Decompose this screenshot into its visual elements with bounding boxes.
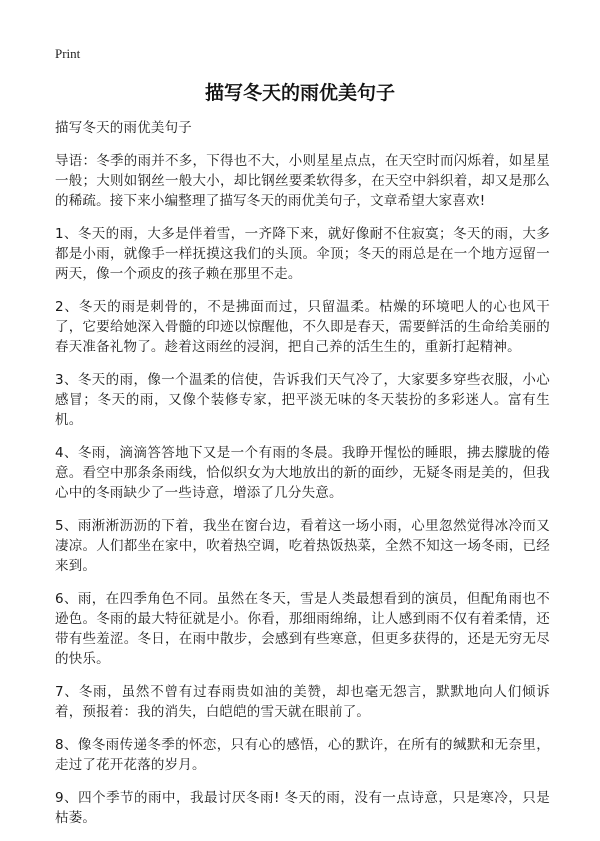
paragraph-8: 8、像冬雨传递冬季的怀恋，只有心的感悟，心的默许，在所有的缄默和无奈里，走过了花开花落的岁月。 (55, 737, 550, 773)
intro-paragraph: 导语：冬季的雨并不多，下得也不大，小则星星点点，在天空时而闪烁着，如星星一般；大则如钢丝一般大小，却比钢丝要柔软得多，在天空中斜织着，却又是那么的稀疏。接下来小编整理了描写冬天的雨优美句子，文章希望大家喜欢! (55, 153, 550, 209)
paragraph-9: 9、四个季节的雨中，我最讨厌冬雨! 冬天的雨，没有一点诗意，只是寒冷，只是枯萎。 (55, 790, 550, 826)
paragraph-4: 4、冬雨，滴滴答答地下又是一个有雨的冬晨。我睁开惺忪的睡眼，拂去朦胧的倦意。看空中那条条雨线，恰似织女为大地放出的新的面纱，无疑冬雨是美的，但我心中的冬雨缺少了一些诗意，增添了几分失意。 (55, 445, 550, 501)
article-subtitle: 描写冬天的雨优美句子 (55, 120, 192, 136)
paragraph-7: 7、冬雨，虽然不曾有过春雨贵如油的美赞，却也毫无怨言，默默地向人们倾诉着，预报着：我的消失，白皑皑的雪天就在眼前了。 (55, 684, 550, 720)
paragraph-5: 5、雨淅淅沥沥的下着，我坐在窗台边，看着这一场小雨，心里忽然觉得冰冷而又凄凉。人们都坐在家中，吹着热空调，吃着热饭热菜，全然不知这一场冬雨，已经来到。 (55, 518, 550, 574)
article-body (55, 118, 550, 841)
paragraph-1: 1、冬天的雨，大多是伴着雪，一齐降下来，就好像耐不住寂寞；冬天的雨，大多都是小雨，就像手一样抚摸这我们的头顶。伞顶；冬天的雨总是在一个地方逗留一两天，像一个顽皮的孩子赖在那里不走。 (55, 226, 550, 282)
paragraph-3: 3、冬天的雨，像一个温柔的信使，告诉我们天气冷了，大家要多穿些衣服，小心感冒；冬天的雨，又像个装修专家，把平淡无味的冬天装扮的多彩迷人。富有生机。 (55, 372, 550, 428)
paragraph-6: 6、雨，在四季角色不同。虽然在冬天，雪是人类最想看到的演员，但配角雨也不逊色。冬雨的最大特征就是小。你看，那细雨绵绵，让人感到雨不仅有着柔情，还带有些羞涩。冬日，在雨中散步，会感到有些寒意，但更多获得的，还是无穷无尽的快乐。 (55, 591, 550, 667)
print-link[interactable]: Print (55, 46, 81, 61)
page-title: 描写冬天的雨优美句子 (204, 82, 395, 104)
paragraph-2: 2、冬天的雨是刺骨的，不是拂面而过，只留温柔。枯燥的环境吧人的心也风干了，它要给她深入骨髓的印迹以惊醒他，不久即是春天，需要鲜活的生命给美丽的春天准备礼物了。趁着这雨丝的浸润，把自己养的活生生的，重新打起精神。 (55, 299, 550, 355)
